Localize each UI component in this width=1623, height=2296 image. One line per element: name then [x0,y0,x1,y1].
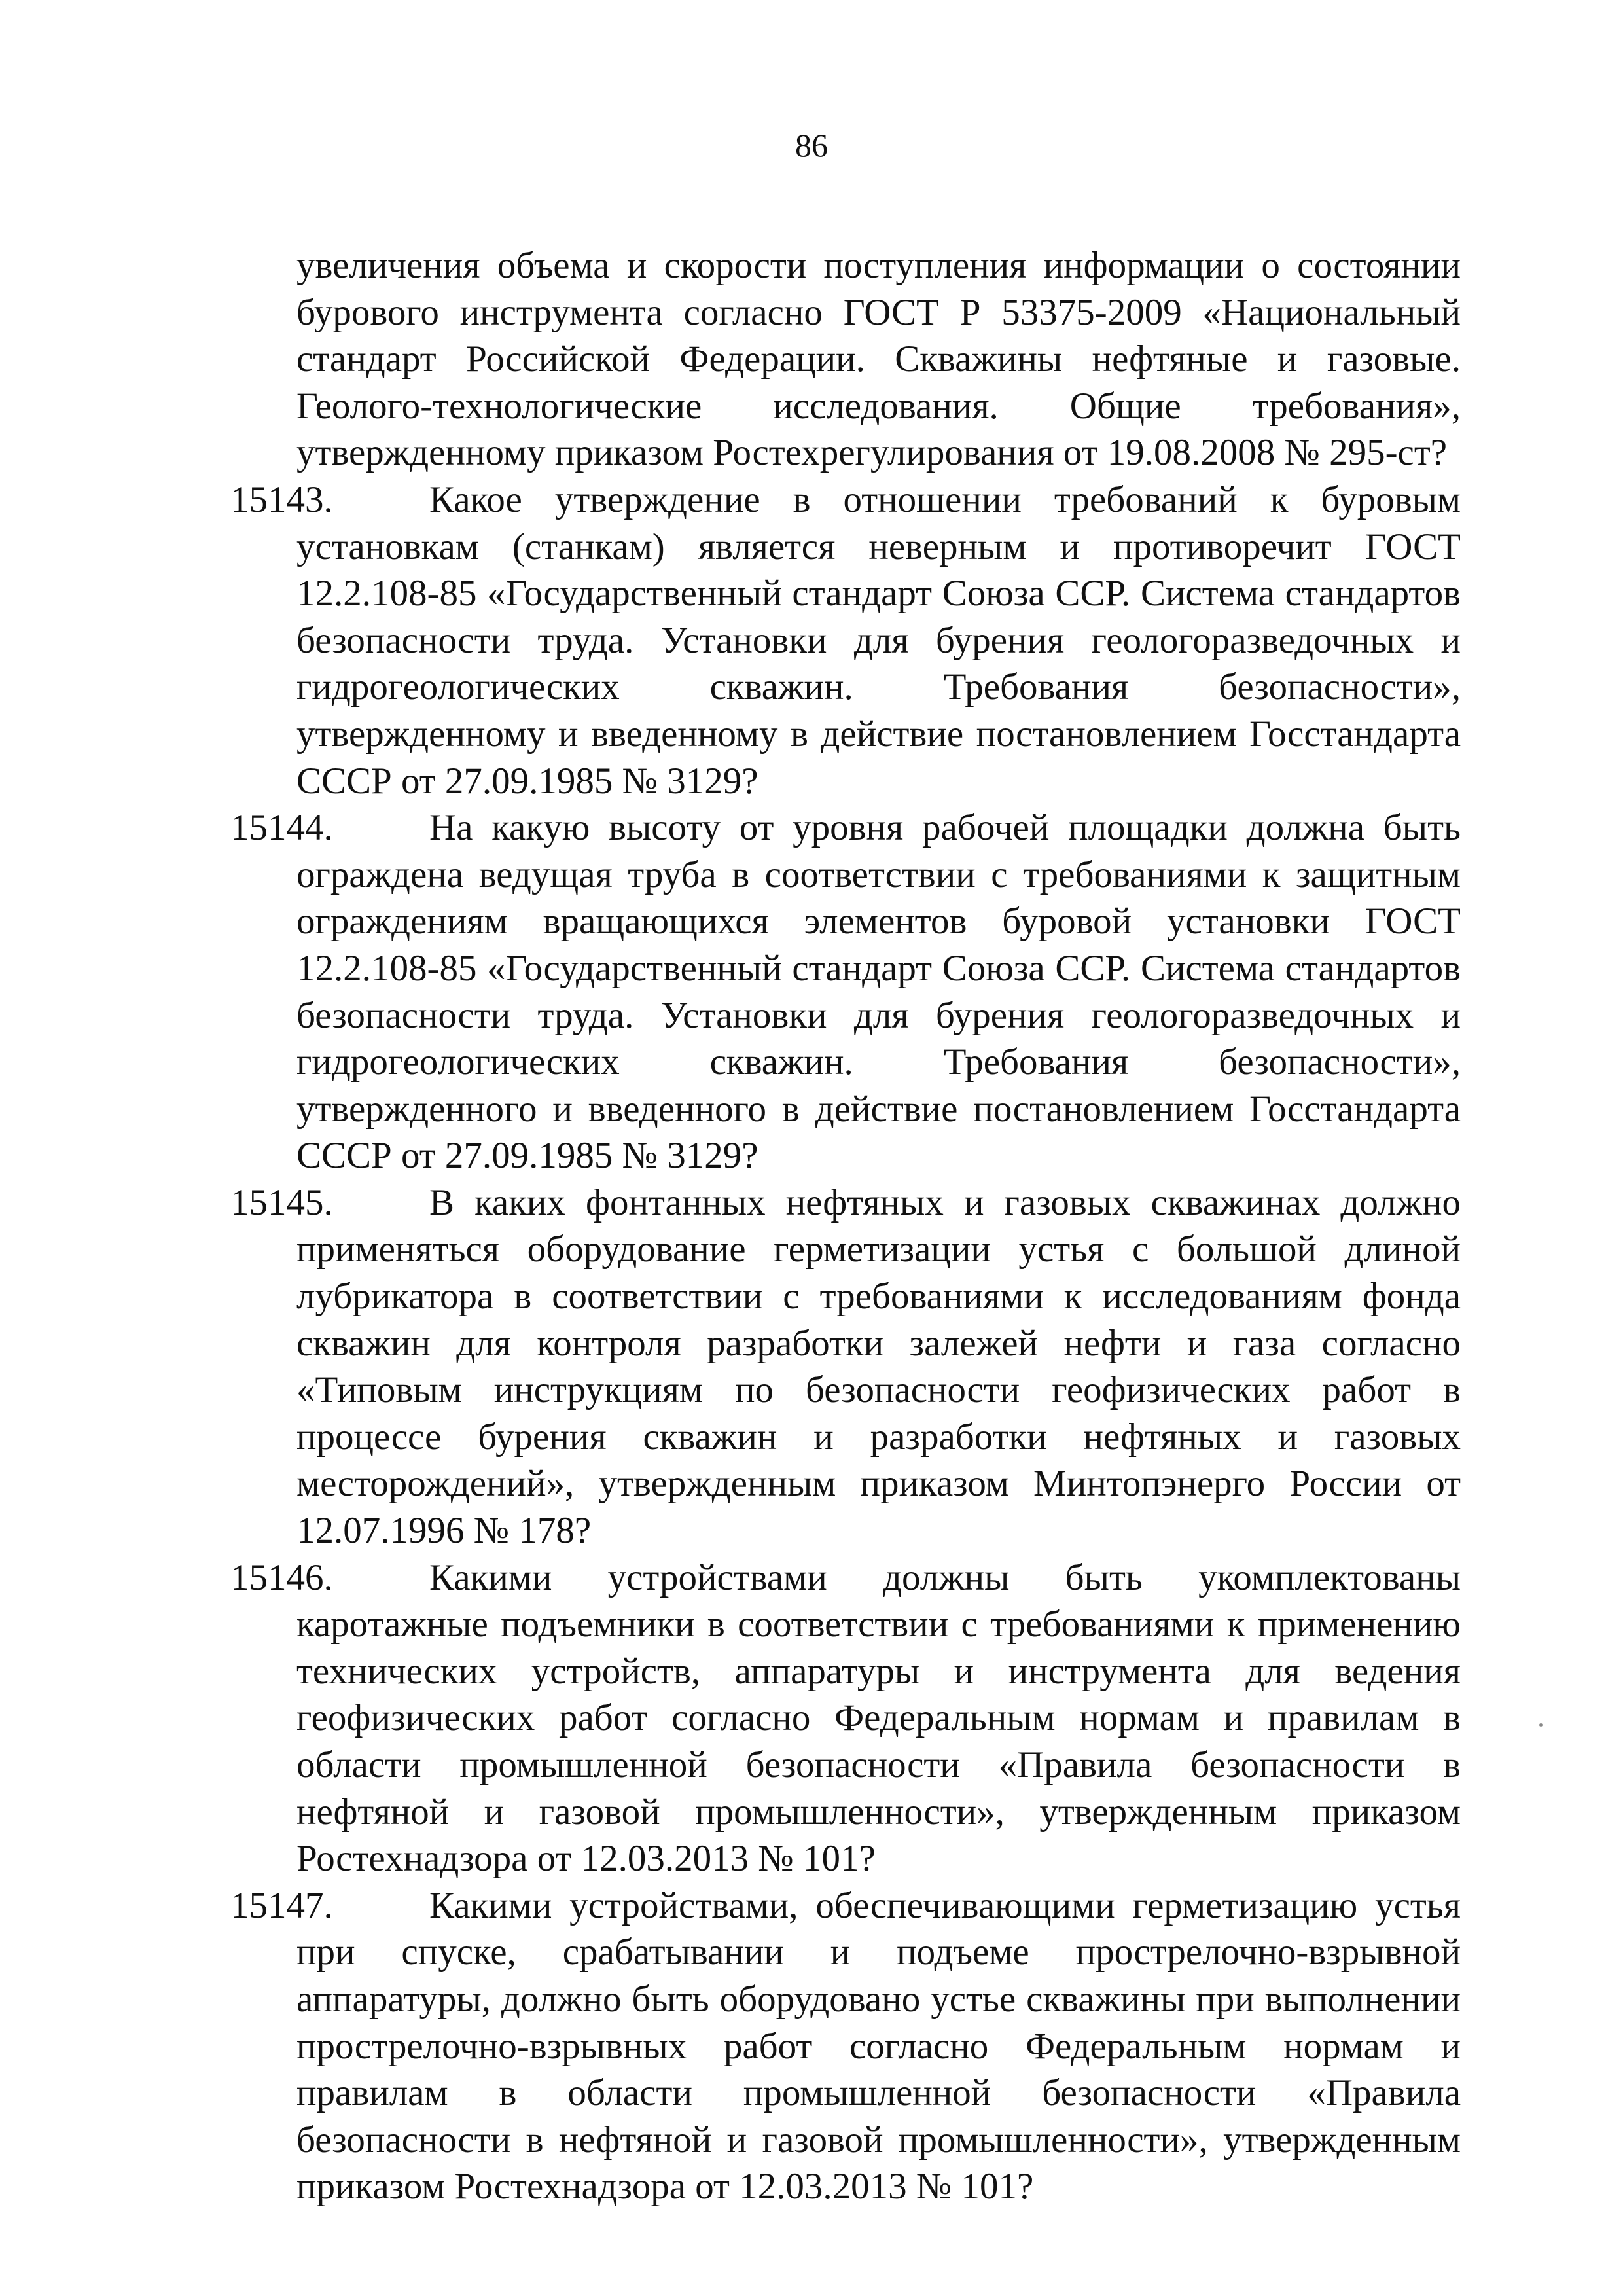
document-body [230,242,1461,2210]
question-number: 15143. [230,478,333,520]
scan-speck [1539,1723,1543,1727]
question-text: Какими устройствами должны быть укомплектованы каротажные подъемники в соответствии с требованиями к применению технических устройств, аппаратуры и инструмента для ведения геофизических работ согласно Федеральным нормам и правилам в области промышленной безопасности «Правила безопасности в нефтяной и газовой промышленности», утвержденным приказом Ростехнадзора от 12.03.2013 № 101? [296,1556,1461,1880]
question-text: Какое утверждение в отношении требований к буровым установкам (станкам) является неверным и противоречит ГОСТ 12.2.108-85 «Государственный стандарт Союза ССР. Система стандартов безопасности труда. Установки для бурения геологоразведочных и гидрогеологических скважин. Требования безопасности», утвержденному и введенному в действие постановлением Госстандарта СССР от 27.09.1985 № 3129? [296,478,1461,802]
continuation-paragraph: увеличения объема и скорости поступления информации о состоянии бурового инструмента согласно ГОСТ Р 53375-2009 «Национальный стандарт Российской Федерации. Скважины нефтяные и газовые. Геолого-технологические исследования. Общие требования», утвержденному приказом Ростехрегулирования от 19.08.2008 № 295-ст? [296,245,1461,474]
question-15146 [230,1554,1461,1882]
question-text: На какую высоту от уровня рабочей площадки должна быть ограждена ведущая труба в соответствии с требованиями к защитным ограждениям вращающихся элементов буровой установки ГОСТ 12.2.108-85 «Государственный стандарт Союза ССР. Система стандартов безопасности труда. Установки для бурения геологоразведочных и гидрогеологических скважин. Требования безопасности», утвержденного и введенного в действие постановлением Госстандарта СССР от 27.09.1985 № 3129? [296,807,1461,1177]
question-number: 15145. [230,1181,333,1223]
question-number: 15147. [230,1884,333,1926]
question-15144 [230,804,1461,1179]
question-text: Какими устройствами, обеспечивающими герметизацию устья при спуске, срабатывании и подъеме прострелочно-взрывной аппаратуры, должно быть оборудовано устье скважины при выполнении прострелочно-взрывных работ согласно Федеральным нормам и правилам в области промышленной безопасности «Правила безопасности в нефтяной и газовой промышленности», утвержденным приказом Ростехнадзора от 12.03.2013 № 101? [296,1884,1461,2208]
question-15143 [230,476,1461,804]
question-15147 [230,1882,1461,2210]
question-number: 15146. [230,1556,333,1598]
question-text: В каких фонтанных нефтяных и газовых скважинах должно применяться оборудование герметизации устья с большой длиной лубрикатора в соответствии с требованиями к исследованиям фонда скважин для контроля разработки залежей нефти и газа согласно «Типовым инструкциям по безопасности геофизических работ в процессе бурения скважин и разработки нефтяных и газовых месторождений», утвержденным приказом Минтопэнерго России от 12.07.1996 № 178? [296,1181,1461,1552]
page-number: 86 [795,127,828,164]
question-number: 15144. [230,807,333,849]
question-15145 [230,1179,1461,1554]
